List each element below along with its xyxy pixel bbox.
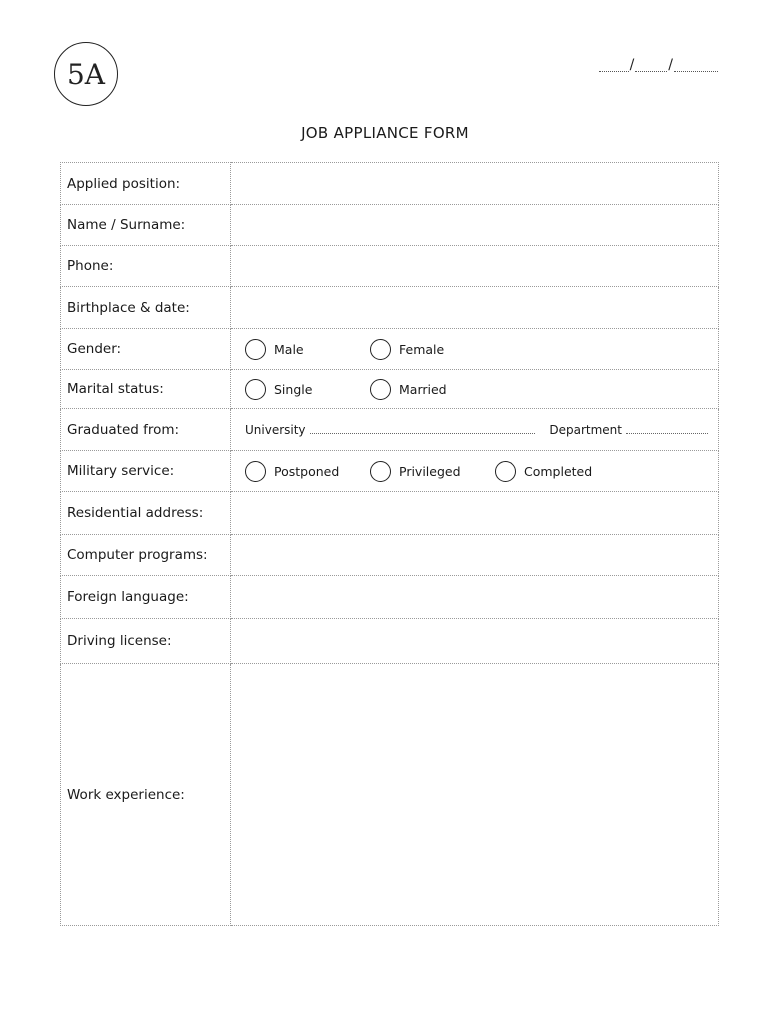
form-row-experience xyxy=(61,664,719,926)
gender-female-label: Female xyxy=(399,341,445,357)
driving-license-field[interactable] xyxy=(231,619,719,664)
radio-circle-icon[interactable] xyxy=(245,379,266,400)
radio-circle-icon[interactable] xyxy=(370,379,391,400)
work-experience-field[interactable] xyxy=(231,664,719,926)
applied-position-label: Applied position: xyxy=(61,163,231,205)
marital-married-label: Married xyxy=(399,381,447,397)
form-row-gender xyxy=(61,329,719,370)
name-surname-field[interactable] xyxy=(231,205,719,246)
form-row-graduated xyxy=(61,409,719,451)
form-title: JOB APPLIANCE FORM xyxy=(301,124,469,142)
foreign-language-label: Foreign language: xyxy=(61,576,231,619)
gender-options xyxy=(231,329,719,370)
phone-field[interactable] xyxy=(231,246,719,287)
residential-address-label: Residential address: xyxy=(61,492,231,535)
graduated-from-fields xyxy=(231,409,719,451)
gender-option-female[interactable] xyxy=(370,339,495,360)
computer-programs-field[interactable] xyxy=(231,535,719,576)
military-service-label: Military service: xyxy=(61,451,231,492)
radio-circle-icon[interactable] xyxy=(245,339,266,360)
driving-license-label: Driving license: xyxy=(61,619,231,664)
form-code-text: 5A xyxy=(66,57,106,91)
university-field[interactable] xyxy=(310,432,536,434)
form-row-name xyxy=(61,205,719,246)
form-row-military xyxy=(61,451,719,492)
birthplace-date-field[interactable] xyxy=(231,287,719,329)
marital-single-label: Single xyxy=(274,381,313,397)
university-label: University xyxy=(245,422,306,437)
form-code-logo xyxy=(54,42,118,106)
application-form-table xyxy=(60,162,719,926)
gender-option-male[interactable] xyxy=(245,339,370,360)
marital-option-married[interactable] xyxy=(370,379,495,400)
graduated-from-label: Graduated from: xyxy=(61,409,231,451)
name-surname-label: Name / Surname: xyxy=(61,205,231,246)
marital-status-options xyxy=(231,370,719,409)
military-option-privileged[interactable] xyxy=(370,461,495,482)
form-row-address xyxy=(61,492,719,535)
phone-label: Phone: xyxy=(61,246,231,287)
military-privileged-label: Privileged xyxy=(399,463,461,479)
date-year-blank[interactable] xyxy=(674,61,718,72)
radio-circle-icon[interactable] xyxy=(245,461,266,482)
date-field[interactable] xyxy=(599,58,718,72)
computer-programs-label: Computer programs: xyxy=(61,535,231,576)
foreign-language-field[interactable] xyxy=(231,576,719,619)
military-service-options xyxy=(231,451,719,492)
date-separator-2: / xyxy=(668,57,673,73)
work-experience-label: Work experience: xyxy=(61,664,231,926)
date-month-blank[interactable] xyxy=(635,61,667,72)
military-option-completed[interactable] xyxy=(495,461,620,482)
marital-option-single[interactable] xyxy=(245,379,370,400)
military-option-postponed[interactable] xyxy=(245,461,370,482)
form-row-computer xyxy=(61,535,719,576)
radio-circle-icon[interactable] xyxy=(495,461,516,482)
department-field[interactable] xyxy=(626,432,708,434)
gender-male-label: Male xyxy=(274,341,304,357)
form-row-applied-position xyxy=(61,163,719,205)
form-row-language xyxy=(61,576,719,619)
marital-status-label: Marital status: xyxy=(61,370,231,409)
form-row-birth xyxy=(61,287,719,329)
department-label: Department xyxy=(549,422,622,437)
date-day-blank[interactable] xyxy=(599,61,629,72)
applied-position-field[interactable] xyxy=(231,163,719,205)
residential-address-field[interactable] xyxy=(231,492,719,535)
military-completed-label: Completed xyxy=(524,463,593,479)
form-row-marital xyxy=(61,370,719,409)
birthplace-date-label: Birthplace & date: xyxy=(61,287,231,329)
date-separator-1: / xyxy=(629,57,635,73)
form-row-phone xyxy=(61,246,719,287)
radio-circle-icon[interactable] xyxy=(370,339,391,360)
radio-circle-icon[interactable] xyxy=(370,461,391,482)
form-row-driving xyxy=(61,619,719,664)
gender-label: Gender: xyxy=(61,329,231,370)
military-postponed-label: Postponed xyxy=(274,463,340,479)
